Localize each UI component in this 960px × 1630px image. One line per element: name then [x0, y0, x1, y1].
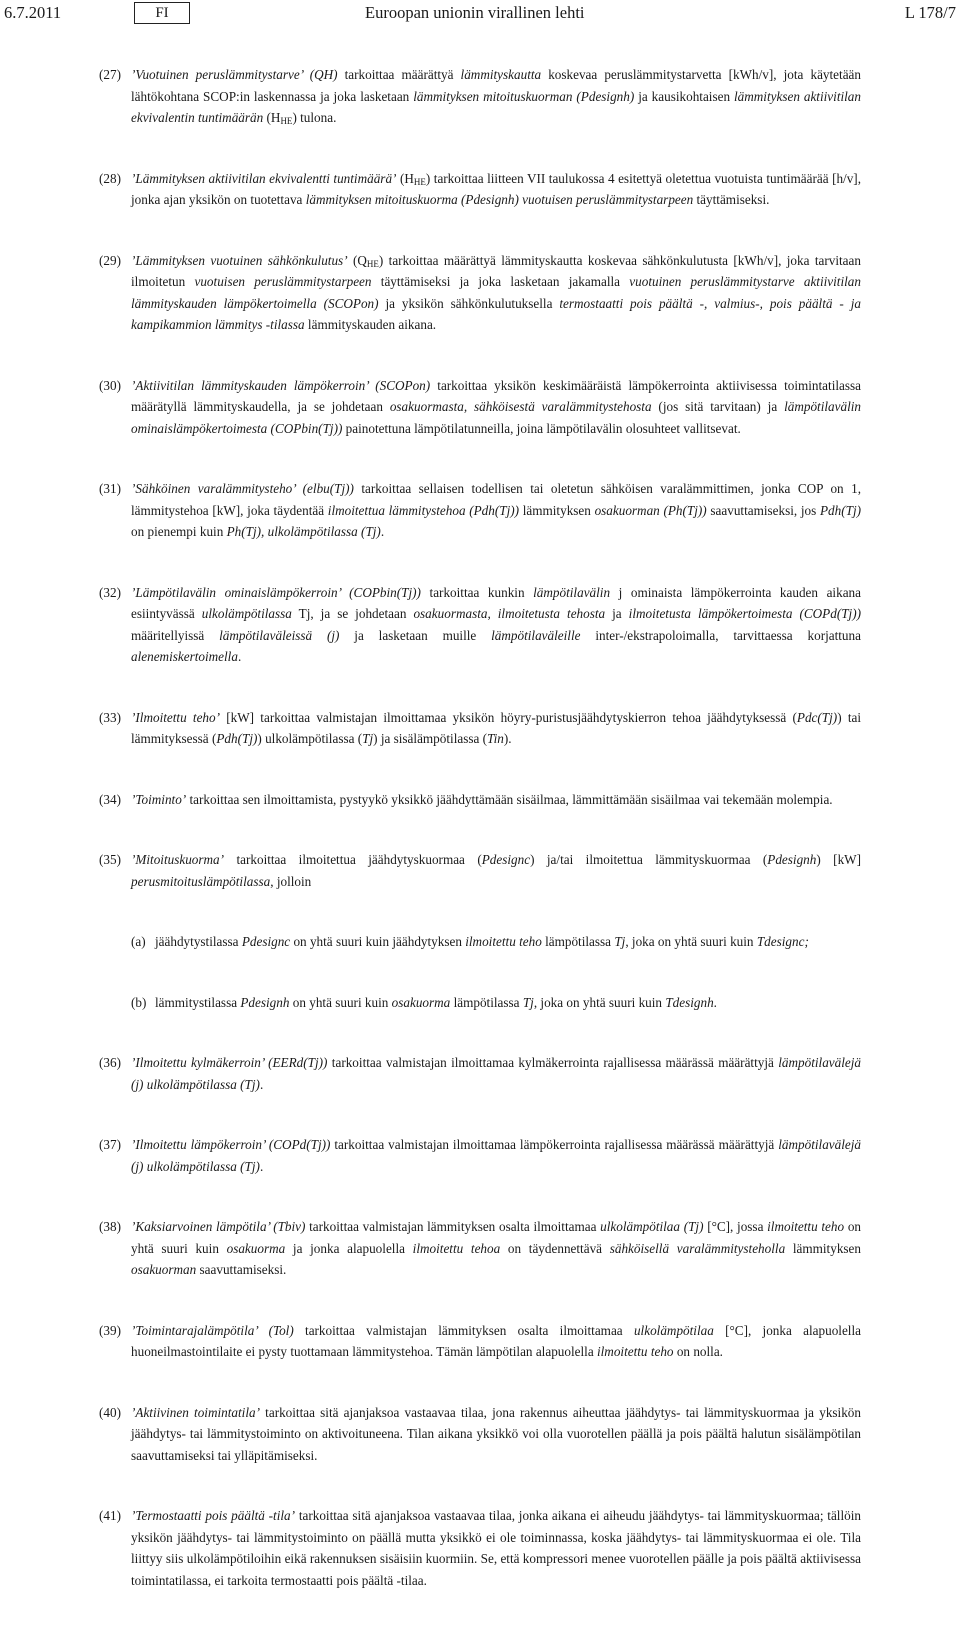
- item-number: (a): [131, 934, 146, 949]
- item-text: ’Termostaatti pois päältä -tila’ tarkoittaa sitä ajanjaksoa vastaavaa tilaa, jonka aikana ei aiheudu jäähdytys- tai lämmityskuormaa; tällöin yksikön jäähdytys- tai lämmitystoiminto on päällä mutta yksikkö ei ole toiminnassa, koska jäähdytys- tai lämmityskuormaa ei ole. Tila liittyy siis ulkolämpötiloihin eikä rakennuksen sisäisiin kuormiin. Se, että kompressori menee vuorotellen päälle ja pois päältä aktiivisessa toimintatilassa, ei tarkoita termostaatti pois päältä -tilaa.: [131, 1508, 861, 1588]
- item-text: ’Vuotuinen peruslämmitystarve’ (QH) tarkoittaa määrättyä lämmityskautta koskevaa peruslämmitystarvetta [kWh/v], jota käytetään lähtökohtana SCOP:in laskennassa ja joka lasketaan lämmityksen mitoituskuorman (Pdesignh) ja kausikohtaisen lämmityksen aktiivitilan ekvivalentin tuntimäärän $(H_{HE})$ tulona.: [131, 67, 861, 126]
- item-number: (30): [99, 377, 121, 393]
- page-header: [0, 0, 960, 26]
- definition-paragraph: [99, 375, 861, 440]
- definition-paragraph: [99, 1320, 861, 1363]
- item-text: ’Ilmoitettu lämpökerroin’ (COPd(Tj)) tarkoittaa valmistajan ilmoittamaa lämpökerrointa rajallisessa määrässä määrättyjä lämpötilavälejä (j) ulkolämpötilassa (Tj).: [131, 1137, 862, 1174]
- definition-paragraph: [99, 64, 861, 129]
- page-reference: L 178/7: [904, 3, 956, 22]
- definition-paragraph: [99, 789, 861, 811]
- item-text: ’Lämmityksen aktiivitilan ekvivalentti tuntimäärä’ $(H_{HE})$ tarkoittaa liitteen VII taulukossa 4 esitettyä oletettua vuotuista tuntimäärää [h/v], jonka ajan yksikön on tuotettava lämmityksen mitoituskuorma (Pdesignh) vuotuisen peruslämmitystarpeen täyttämiseksi.: [131, 170, 861, 207]
- definition-paragraph: [99, 1134, 861, 1177]
- item-text: lämmitystilassa Pdesignh on yhtä suuri kuin osakuorma lämpötilassa Tj, joka on yhtä suuri kuin Tdesignh.: [155, 994, 717, 1010]
- item-text: ’Lämpötilavälin ominaislämpökerroin’ (COPbin(Tj)) tarkoittaa kunkin lämpötilavälin j ominaista lämpökerrointa kauden aikana esiintyvässä ulkolämpötilassa Tj, ja se johdetaan osakuormasta, ilmoitetusta tehosta ja ilmoitetusta lämpökertoimesta (COPd(Tj)) määritellyissä lämpötilaväleissä (j) ja lasketaan muille lämpötilaväleille inter-/ekstrapoloimalla, tarvittaessa korjattuna alenemiskertoimella.: [131, 584, 861, 664]
- item-text: ’Ilmoitettu kylmäkerroin’ (EERd(Tj)) tarkoittaa valmistajan ilmoittamaa kylmäkerrointa rajallisessa määrässä määrättyjä lämpötilavälejä (j) ulkolämpötilassa (Tj).: [131, 1055, 862, 1092]
- item-number: (29): [99, 252, 121, 268]
- item-number: (31): [99, 481, 121, 496]
- item-number: (39): [99, 1322, 121, 1338]
- item-text: ’Sähköinen varalämmitysteho’ (elbu(Tj)) tarkoittaa sellaisen todellisen tai oletetun sähköisen varalämmittimen, jonka COP on 1, lämmitystehoa [kW], joka täydentää ilmoitettua lämmitystehoa (Pdh(Tj)) lämmityksen osakuorman (Ph(Tj)) saavuttamiseksi, jos Pdh(Tj) on pienempi kuin Ph(Tj), ulkolämpötilassa (Tj).: [131, 481, 861, 539]
- item-text: jäähdytystilassa Pdesignc on yhtä suuri kuin jäähdytyksen ilmoitettu teho lämpötilassa Tj, joka on yhtä suuri kuin Tdesignc;: [155, 934, 809, 949]
- item-number: (28): [99, 170, 121, 186]
- item-number: (41): [99, 1508, 121, 1523]
- item-number: (32): [99, 584, 121, 600]
- definition-paragraph: [99, 582, 861, 668]
- definitions-body: [99, 64, 861, 1630]
- journal-title: Euroopan unionin virallinen lehti: [365, 3, 585, 22]
- definition-paragraph: [99, 1216, 861, 1281]
- item-number: (36): [99, 1055, 121, 1070]
- publication-date: 6.7.2011: [4, 3, 62, 22]
- definition-paragraph: [99, 478, 861, 543]
- item-number: (40): [99, 1404, 121, 1420]
- item-text: ’Aktiivinen toimintatila’ tarkoittaa sitä ajanjaksoa vastaavaa tilaa, jona rakennus aiheuttaa jäähdytys- tai lämmityskuormaa ja yksikön jäähdytys- tai lämmitystoiminto on aktivoituneena. Tilan aikana yksikkö voi olla vuorotellen päällä ja pois päältä halutun sisälämpötilan saavuttamiseksi tai ylläpitämiseksi.: [131, 1404, 861, 1463]
- item-number: (35): [99, 852, 121, 867]
- item-number: (27): [99, 67, 121, 82]
- definition-paragraph: [99, 707, 861, 750]
- definition-paragraph: [99, 1402, 861, 1467]
- definition-paragraph: [99, 1505, 861, 1591]
- definition-paragraph: [99, 1052, 861, 1095]
- item-text: ’Toiminto’ tarkoittaa sen ilmoittamista, pystyykö yksikkö jäähdyttämään sisäilmaa, lämmittämään sisäilmaa vai tekemään molempia.: [131, 791, 833, 807]
- item-text: ’Toimintarajalämpötila’ (Tol) tarkoittaa valmistajan lämmityksen osalta ilmoittamaa ulkolämpötilaa [°C], jonka alapuolella huoneilmastointilaite ei pysty tuottamaan lämmitystehoa. Tämän lämpötilan alapuolella ilmoitettu teho on nolla.: [131, 1322, 861, 1359]
- item-number: (b): [131, 994, 147, 1010]
- item-number: (38): [99, 1219, 121, 1234]
- definition-paragraph: [99, 250, 861, 336]
- item-text: ’Aktiivitilan lämmityskauden lämpökerroin’ (SCOPon) tarkoittaa yksikön keskimääräistä lämpökerrointa aktiivisessa toimintatilassa määrätyllä lämmityskaudella, ja se johdetaan osakuormasta, sähköisestä varalämmitystehosta (jos sitä tarvitaan) ja lämpötilavälin ominaislämpökertoimesta (COPbin(Tj)) painotettuna lämpötilatunneilla, joina lämpötilavälin olosuhteet vallitsevat.: [131, 377, 861, 436]
- item-number: (34): [99, 791, 121, 807]
- definition-paragraph: [99, 168, 861, 211]
- item-text: ’Kaksiarvoinen lämpötila’ (Tbiv) tarkoittaa valmistajan lämmityksen osalta ilmoittamaa ulkolämpötilaa (Tj) [°C], jossa ilmoitettu teho on yhtä suuri kuin osakuorma ja jonka alapuolella ilmoitettu tehoa on täydennettävä sähköisellä varalämmitysteholla lämmityksen osakuorman saavuttamiseksi.: [131, 1219, 862, 1277]
- definition-paragraph: [99, 849, 861, 892]
- item-number: (37): [99, 1137, 121, 1152]
- item-text: ’Mitoituskuorma’ tarkoittaa ilmoitettua jäähdytyskuormaa (Pdesignc) ja/tai ilmoitettua lämmityskuormaa (Pdesignh) [kW] perusmitoituslämpötilassa, jolloin: [131, 852, 861, 889]
- item-text: ’Ilmoitettu teho’ [kW] tarkoittaa valmistajan ilmoittamaa yksikön höyry-puristusjäähdytyskierron tehoa jäähdytyksessä (Pdc(Tj)) tai lämmityksessä (Pdh(Tj)) ulkolämpötilassa (Tj) ja sisälämpötilassa (Tin).: [131, 709, 861, 746]
- definition-subitem: [131, 992, 861, 1014]
- definition-subitem: [131, 931, 861, 953]
- language-code-box: FI: [134, 2, 190, 24]
- item-number: (33): [99, 709, 121, 725]
- item-text: ’Lämmityksen vuotuinen sähkönkulutus’ $(Q_{HE})$ tarkoittaa määrättyä lämmityskautta koskevaa sähkönkulutusta [kWh/v], joka tarvitaan ilmoitetun vuotuisen peruslämmitystarpeen täyttämiseksi ja joka lasketaan jakamalla vuotuinen peruslämmitystarve aktiivitilan lämmityskauden lämpökertoimella (SCOPon) ja yksikön sähkönkulutuksella termostaatti pois päältä -, valmius-, pois päältä - ja kampikammion lämmitys -tilassa lämmityskauden aikana.: [131, 252, 861, 332]
